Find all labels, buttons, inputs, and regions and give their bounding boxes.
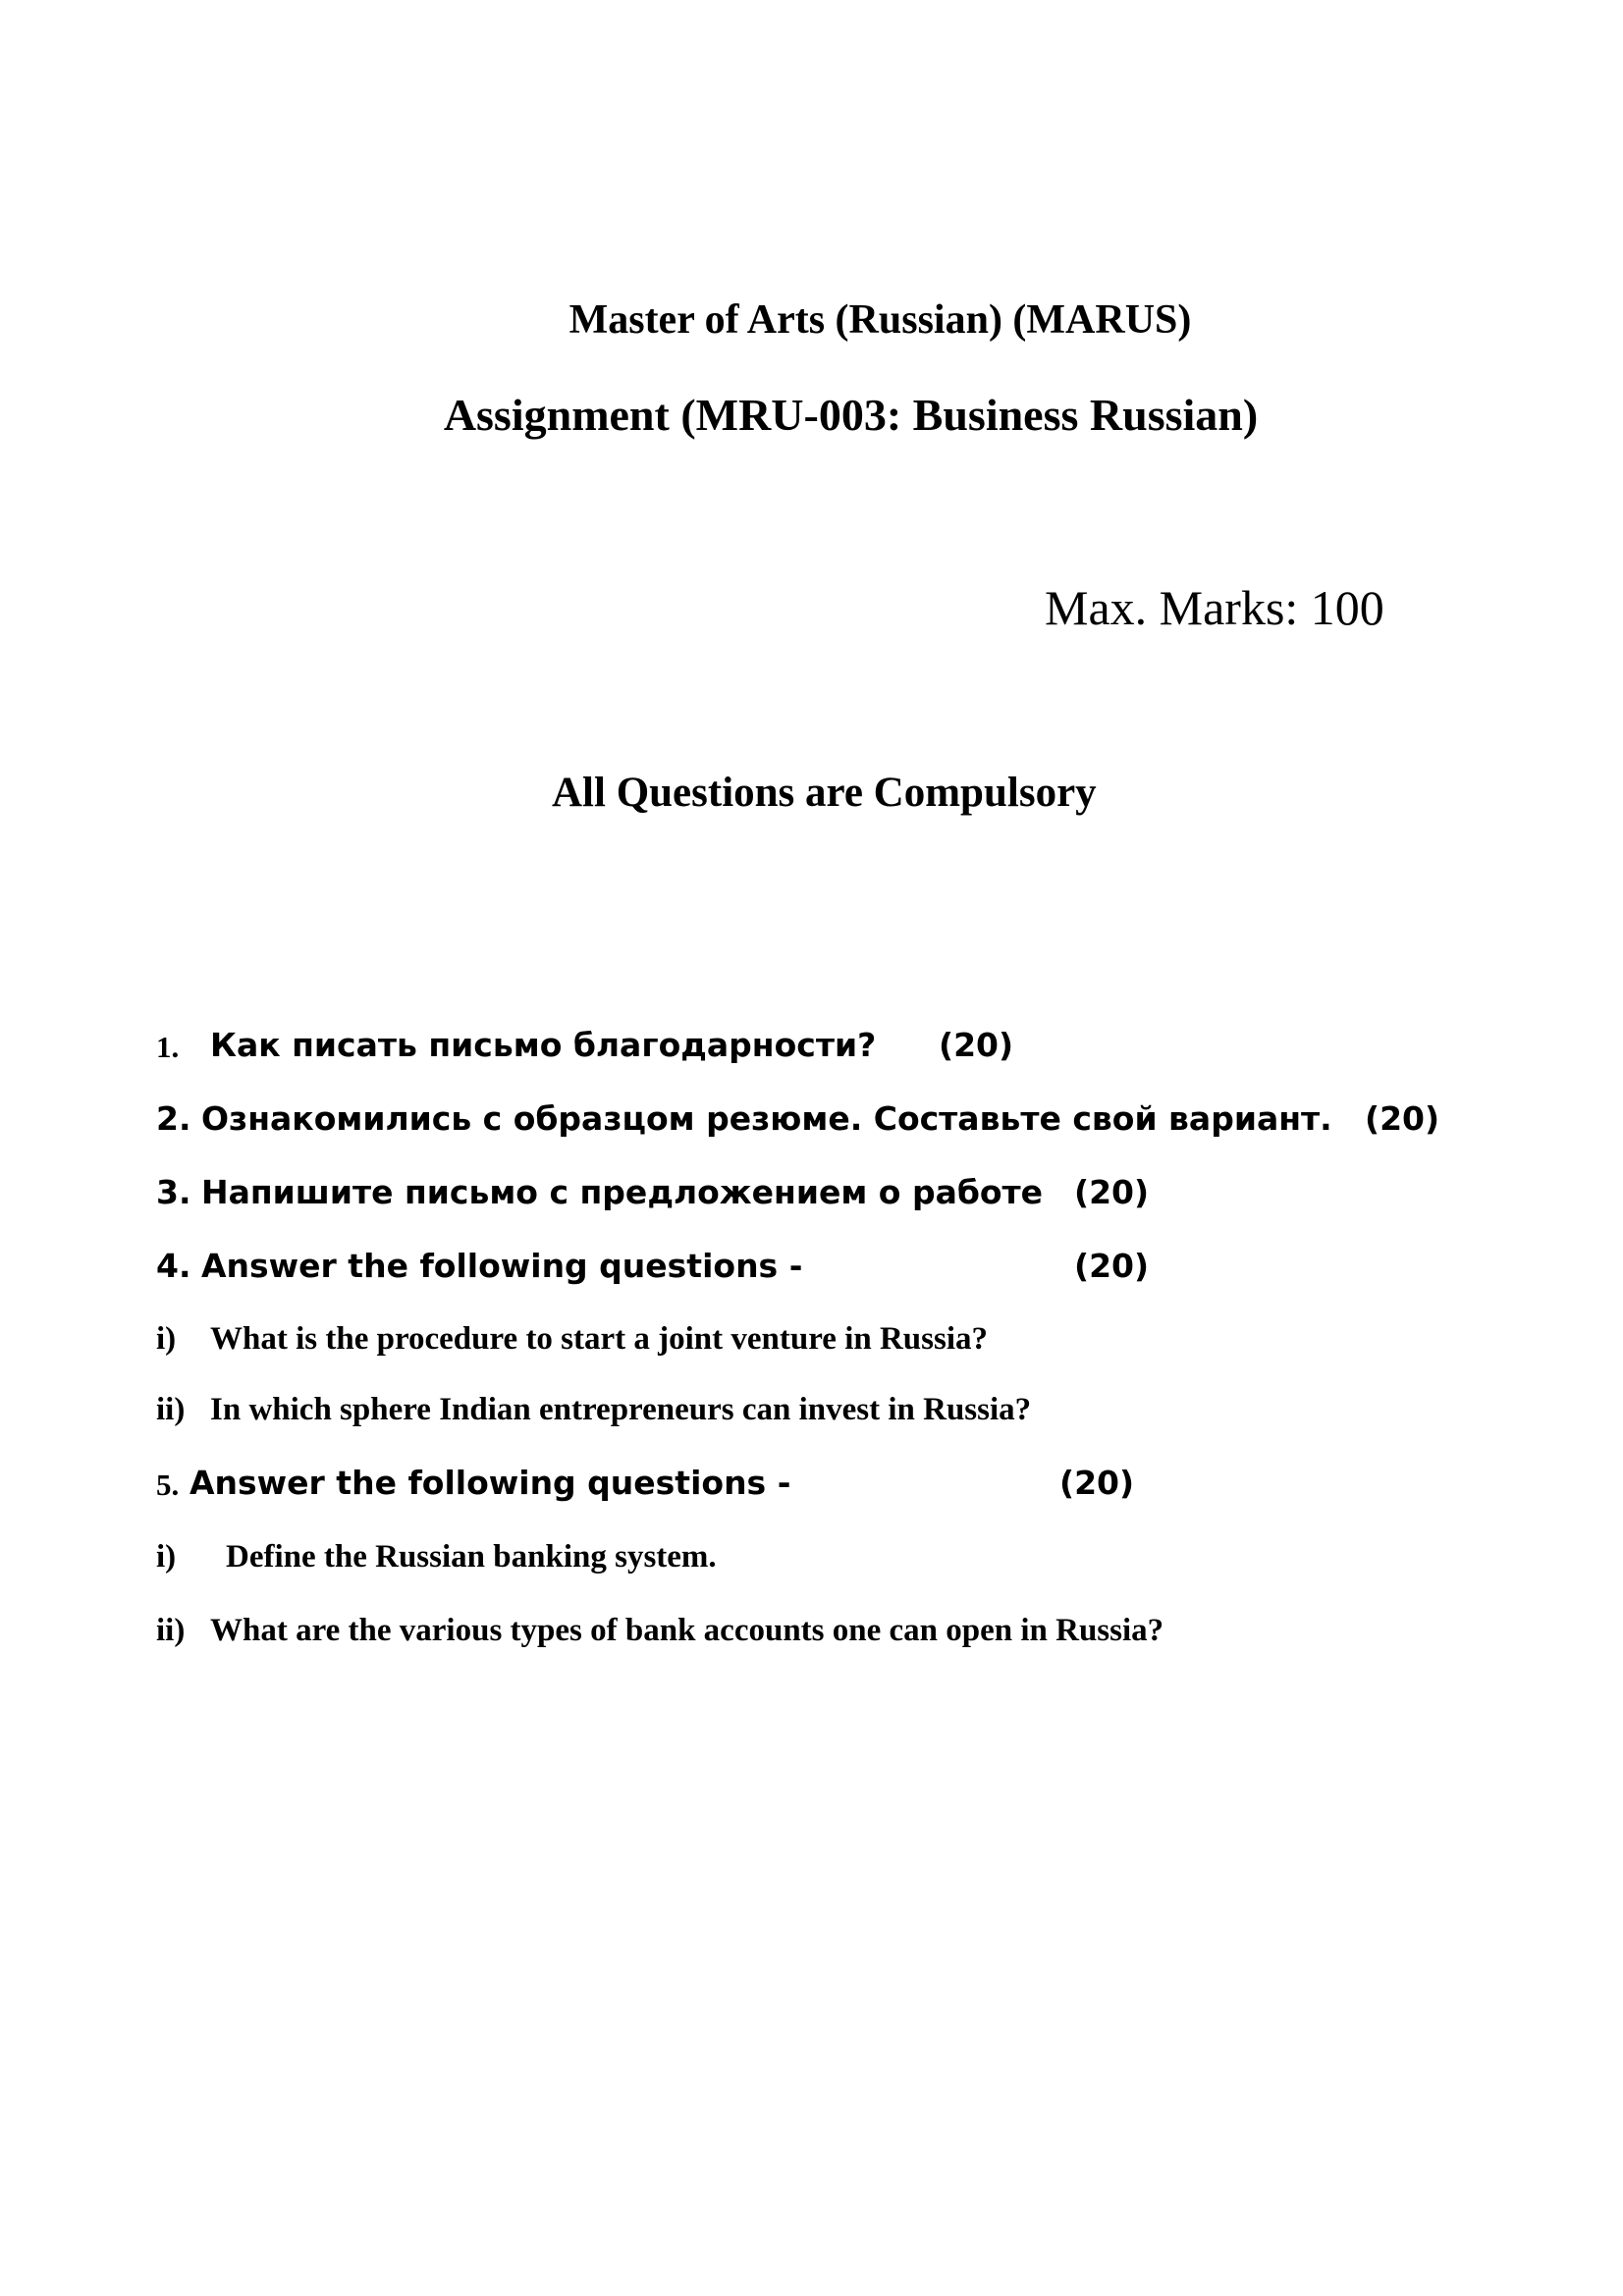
sub-question-label: i) xyxy=(156,1539,177,1575)
question-text: Answer the following questions - xyxy=(189,1464,791,1502)
sub-question-text: In which sphere Indian entrepreneurs can invest in Russia? xyxy=(210,1392,1032,1427)
compulsory-note: All Questions are Compulsory xyxy=(552,770,1097,816)
program-title: Master of Arts (Russian) (MARUS) xyxy=(568,297,1192,343)
sub-question-label: i) xyxy=(156,1321,177,1357)
question-number: 5. xyxy=(156,1468,180,1502)
assignment-title: Assignment (MRU-003: Business Russian) xyxy=(443,390,1259,440)
sub-question-label: ii) xyxy=(156,1392,186,1427)
sub-question-text: Define the Russian banking system. xyxy=(226,1539,717,1575)
question-text: Напишите письмо с предложением о работе xyxy=(201,1173,1044,1211)
question-marks: (20) xyxy=(1074,1247,1150,1285)
question-marks: (20) xyxy=(1059,1464,1135,1502)
question-marks: (20) xyxy=(1074,1173,1150,1211)
question-marks: (20) xyxy=(939,1026,1014,1064)
sub-question-text: What are the various types of bank accounts one can open in Russia? xyxy=(210,1613,1164,1648)
question-number: 1. xyxy=(156,1030,180,1064)
question-number: 2. xyxy=(156,1099,191,1138)
sub-question-label: ii) xyxy=(156,1613,186,1648)
question-number: 3. xyxy=(156,1173,191,1211)
question-text: Как писать письмо благодарности? xyxy=(210,1026,877,1064)
question-text: Ознакомились с образцом резюме. Составьте свой вариант. xyxy=(201,1099,1332,1138)
max-marks: Max. Marks: 100 xyxy=(1045,580,1384,635)
question-text: Answer the following questions - xyxy=(201,1247,803,1285)
question-marks: (20) xyxy=(1365,1099,1440,1138)
sub-question-text: What is the procedure to start a joint venture in Russia? xyxy=(210,1321,988,1357)
question-number: 4. xyxy=(156,1247,191,1285)
